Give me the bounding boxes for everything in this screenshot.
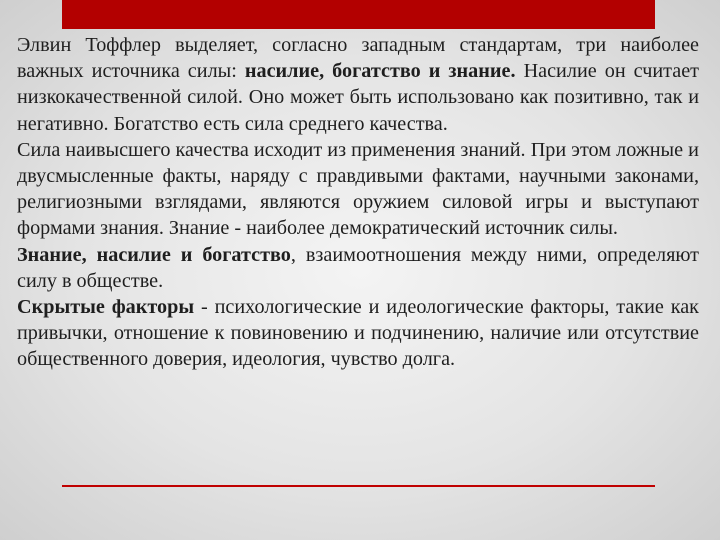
paragraph-4-bold: Скрытые факторы xyxy=(17,296,195,319)
header-accent-bar xyxy=(62,0,655,29)
paragraph-power-relations xyxy=(17,242,699,294)
footer-accent-line xyxy=(62,485,655,487)
slide-body-text xyxy=(17,32,699,373)
paragraph-hidden-factors xyxy=(17,294,699,373)
paragraph-1-text-b: Насилие он считает низкокачественной силой. Оно может быть использовано как позитивно, так и негативно. Богатство есть сила среднего качества. xyxy=(17,60,699,135)
paragraph-4-text: - психологические и идеологические факторы, такие как привычки, отношение к повиновению и подчинению, наличие или отсутствие общественного доверия, идеология, чувство долга. xyxy=(17,296,699,371)
paragraph-toffler-sources xyxy=(17,32,699,137)
paragraph-1-bold: насилие, богатство и знание. xyxy=(244,60,516,83)
paragraph-3-text: , взаимоотношения между ними, определяют силу в обществе. xyxy=(17,243,699,292)
paragraph-2-text: Сила наивысшего качества исходит из применения знаний. При этом ложные и двусмысленные факты, наряду с правдивыми фактами, научными законами, религиозными взглядами, являются оружием силовой игры и выступают формами знания. Знание - наиболее демократический источник силы. xyxy=(17,138,699,240)
paragraph-knowledge-power xyxy=(17,137,699,242)
paragraph-3-bold: Знание, насилие и богатство xyxy=(17,243,291,266)
paragraph-1-text-a: Элвин Тоффлер выделяет, согласно западным стандартам, три наиболее важных источника силы: xyxy=(17,34,699,83)
